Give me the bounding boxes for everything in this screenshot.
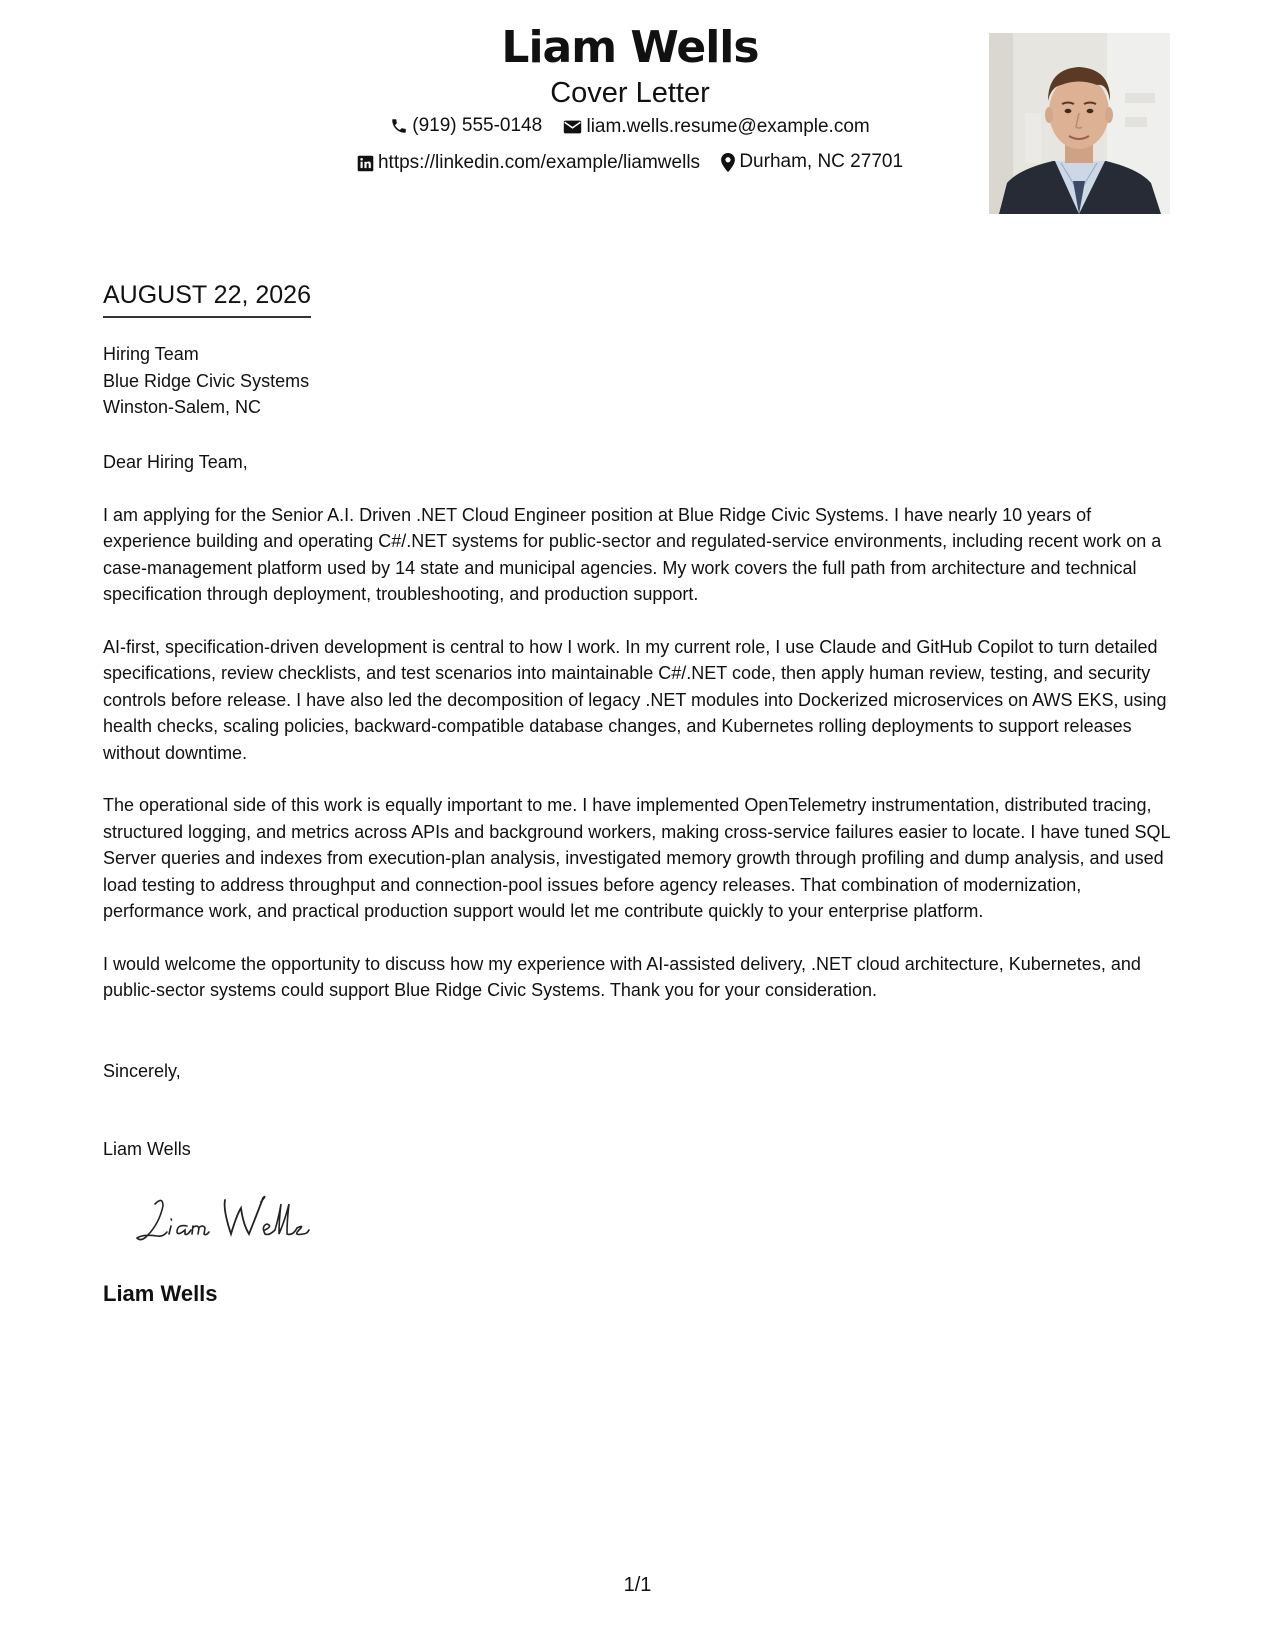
recipient-line: Blue Ridge Civic Systems [103, 370, 310, 391]
handwritten-signature [133, 1190, 333, 1255]
phone-number: (919) 555-0148 [412, 115, 543, 136]
applicant-name: Liam Wells [501, 22, 759, 73]
body-paragraph: I would welcome the opportunity to discuss how my experience with AI-assisted delivery, .NET cloud architecture, Kubernetes, and public-sector systems could support Blue Ridge Civic Systems. Thank you for your consideration. [103, 953, 1141, 1000]
signer-name-bold: Liam Wells [103, 1281, 218, 1306]
map-pin-icon [721, 153, 735, 172]
contact-location [721, 146, 903, 178]
body-paragraph: AI-first, specification-driven development is central to how I work. In my current role, I use Claude and GitHub Copilot to turn detailed specifications, review checklists, and test scenarios into maintainable C#/.NET code, then apply human review, testing, and security controls before release. I have also led the decomposition of legacy .NET modules into Dockerized microservices on AWS EKS, using health checks, scaling policies, backward-compatible database changes, and Kubernetes rolling deployments to support releases without downtime. [103, 636, 1167, 763]
recipient-address [103, 341, 309, 421]
page-number: 1/1 [623, 1574, 652, 1596]
body-paragraph: I am applying for the Senior A.I. Driven .NET Cloud Engineer position at Blue Ridge Civic Systems. I have nearly 10 years of experience building and operating C#/.NET systems for public-sector and regulated-service environments, including recent work on a case-management platform used by 14 state and municipal agencies. My work covers the full path from architecture and technical specification through deployment, troubleshooting, and production support. [103, 504, 1162, 604]
location-text: Durham, NC 27701 [739, 151, 904, 172]
recipient-line: Hiring Team [103, 344, 199, 364]
envelope-icon [563, 119, 582, 135]
document-subtitle: Cover Letter [550, 77, 710, 109]
linkedin-url: https://linkedin.com/example/liamwells [377, 152, 701, 173]
body-paragraph: The operational side of this work is equally important to me. I have implemented OpenTelemetry instrumentation, distributed tracing, structured logging, and metrics across APIs and background workers, making cross-service failures easier to locate. I have tuned SQL Server queries and indexes from execution-plan analysis, investigated memory growth through profiling and dump analysis, and used load testing to address throughput and connection-pool issues before agency releases. That combination of modernization, performance work, and practical production support would let me contribute quickly to your enterprise platform. [103, 795, 1170, 921]
letter-body [103, 449, 1183, 1030]
contact-linkedin [357, 147, 700, 179]
contact-phone [390, 110, 542, 142]
linkedin-icon [357, 155, 374, 172]
email-address: liam.wells.resume@example.com [586, 116, 870, 137]
letter-date: AUGUST 22, 2026 [103, 280, 311, 318]
signer-name: Liam Wells [103, 1139, 191, 1159]
phone-icon [390, 117, 408, 135]
recipient-line: Winston-Salem, NC [103, 397, 262, 417]
contact-email [563, 111, 869, 143]
closing: Sincerely, [103, 1061, 181, 1081]
greeting: Dear Hiring Team, [103, 452, 248, 472]
profile-photo [989, 33, 1170, 214]
